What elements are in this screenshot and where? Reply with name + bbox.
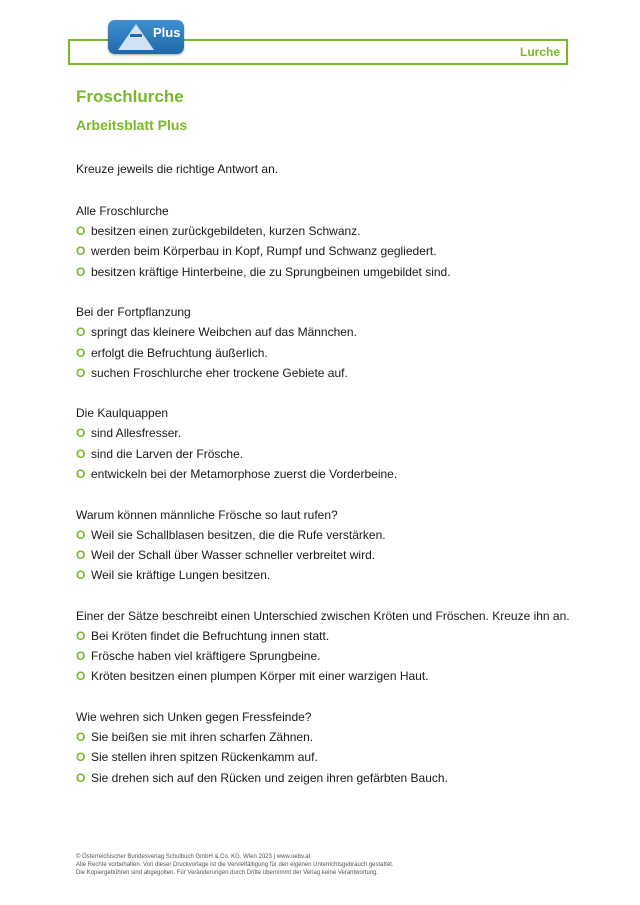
answer-option[interactable] (76, 649, 576, 669)
question-text: Einer der Sätze beschreibt einen Unterschied zwischen Kröten und Fröschen. Kreuze ihn an. (76, 608, 570, 623)
answer-option[interactable] (76, 528, 576, 548)
question-2 (76, 305, 576, 386)
answer-option[interactable] (76, 629, 576, 649)
topic-label: Lurche (519, 45, 560, 59)
option-text: suchen Froschlurche eher trockene Gebiete auf. (91, 365, 348, 380)
checkbox-circle-icon[interactable]: O (76, 467, 86, 482)
option-text: springt das kleinere Weibchen auf das Männchen. (91, 325, 357, 340)
checkbox-circle-icon[interactable]: O (76, 568, 86, 583)
option-text: sind die Larven der Frösche. (91, 446, 244, 461)
question-1 (76, 204, 576, 285)
answer-option[interactable] (76, 265, 576, 285)
footer-line: Alle Rechte vorbehalten. Von dieser Druckvorlage ist die Vervielfältigung für den eigenen Unterrichtsgebrauch gestattet. (76, 862, 394, 868)
option-text: besitzen kräftige Hinterbeine, die zu Sprungbeinen umgebildet sind. (91, 264, 451, 279)
checkbox-circle-icon[interactable]: O (76, 365, 86, 380)
answer-option[interactable] (76, 244, 576, 264)
question-6 (76, 710, 576, 791)
option-text: Kröten besitzen einen plumpen Körper mit einer warzigen Haut. (91, 669, 429, 684)
checkbox-circle-icon[interactable]: O (76, 729, 86, 744)
option-text: sind Allesfresser. (91, 426, 182, 441)
answer-option[interactable] (76, 750, 576, 770)
plus-logo (108, 20, 184, 54)
option-text: Weil der Schall über Wasser schneller verbreitet wird. (91, 547, 376, 562)
checkbox-circle-icon[interactable]: O (76, 547, 86, 562)
answer-option[interactable] (76, 548, 576, 568)
checkbox-circle-icon[interactable]: O (76, 244, 86, 259)
checkbox-circle-icon[interactable]: O (76, 325, 86, 340)
answer-option[interactable] (76, 669, 576, 689)
checkbox-circle-icon[interactable]: O (76, 649, 86, 664)
option-text: entwickeln bei der Metamorphose zuerst die Vorderbeine. (91, 467, 398, 482)
page-subtitle: Arbeitsblatt Plus (76, 117, 188, 133)
option-text: besitzen einen zurückgebildeten, kurzen Schwanz. (91, 224, 361, 238)
answer-option[interactable] (76, 467, 576, 487)
worksheet-content (76, 162, 576, 811)
checkbox-circle-icon[interactable]: O (76, 345, 86, 360)
question-text: Alle Froschlurche (76, 204, 169, 218)
checkbox-circle-icon[interactable]: O (76, 264, 86, 279)
option-text: Sie stellen ihren spitzen Rückenkamm auf. (91, 750, 318, 765)
answer-option[interactable] (76, 447, 576, 467)
answer-option[interactable] (76, 568, 576, 588)
answer-option[interactable] (76, 771, 576, 791)
question-5 (76, 609, 576, 690)
question-text: Die Kaulquappen (76, 406, 169, 421)
question-4 (76, 508, 576, 589)
question-text: Bei der Fortpflanzung (76, 305, 191, 320)
footer-line: © Österreichischer Bundesverlag Schulbuch GmbH & Co. KG, Wien 2023 | www.oebv.at (76, 854, 311, 860)
option-text: Weil sie kräftige Lungen besitzen. (91, 568, 271, 583)
checkbox-circle-icon[interactable]: O (76, 669, 86, 684)
checkbox-circle-icon[interactable]: O (76, 527, 86, 542)
option-text: werden beim Körperbau in Kopf, Rumpf und Schwanz gegliedert. (91, 244, 437, 259)
footer-line: Die Kopiergebühren sind abgegolten. Für Veränderungen durch Dritte übernimmt der Verlag keine Verantwortung. (76, 870, 379, 876)
option-text: Frösche haben viel kräftigere Sprungbeine. (91, 649, 321, 664)
option-text: Sie drehen sich auf den Rücken und zeigen ihren gefärbten Bauch. (91, 770, 448, 785)
checkbox-circle-icon[interactable]: O (76, 750, 86, 765)
answer-option[interactable] (76, 325, 576, 345)
checkbox-circle-icon[interactable]: O (76, 628, 86, 643)
question-text: Warum können männliche Frösche so laut rufen? (76, 507, 338, 522)
instruction-text: Kreuze jeweils die richtige Antwort an. (76, 162, 279, 176)
logo-text: Plus (153, 25, 181, 40)
checkbox-circle-icon[interactable]: O (76, 770, 86, 785)
checkbox-circle-icon[interactable]: O (76, 426, 86, 441)
option-text: erfolgt die Befruchtung äußerlich. (91, 345, 268, 360)
copyright-footer (76, 853, 394, 877)
checkbox-circle-icon[interactable]: O (76, 446, 86, 461)
option-text: Sie beißen sie mit ihren scharfen Zähnen. (91, 729, 314, 744)
answer-option[interactable] (76, 426, 576, 446)
answer-option[interactable] (76, 224, 576, 244)
answer-option[interactable] (76, 730, 576, 750)
answer-option[interactable] (76, 366, 576, 386)
checkbox-circle-icon[interactable]: O (76, 224, 86, 238)
option-text: Bei Kröten findet die Befruchtung innen statt. (91, 628, 330, 643)
page-title: Froschlurche (76, 87, 184, 106)
triangle-logo-icon (118, 24, 154, 50)
option-text: Weil sie Schallblasen besitzen, die die Rufe verstärken. (91, 527, 386, 542)
question-text: Wie wehren sich Unken gegen Fressfeinde? (76, 709, 312, 724)
question-3 (76, 406, 576, 487)
answer-option[interactable] (76, 346, 576, 366)
